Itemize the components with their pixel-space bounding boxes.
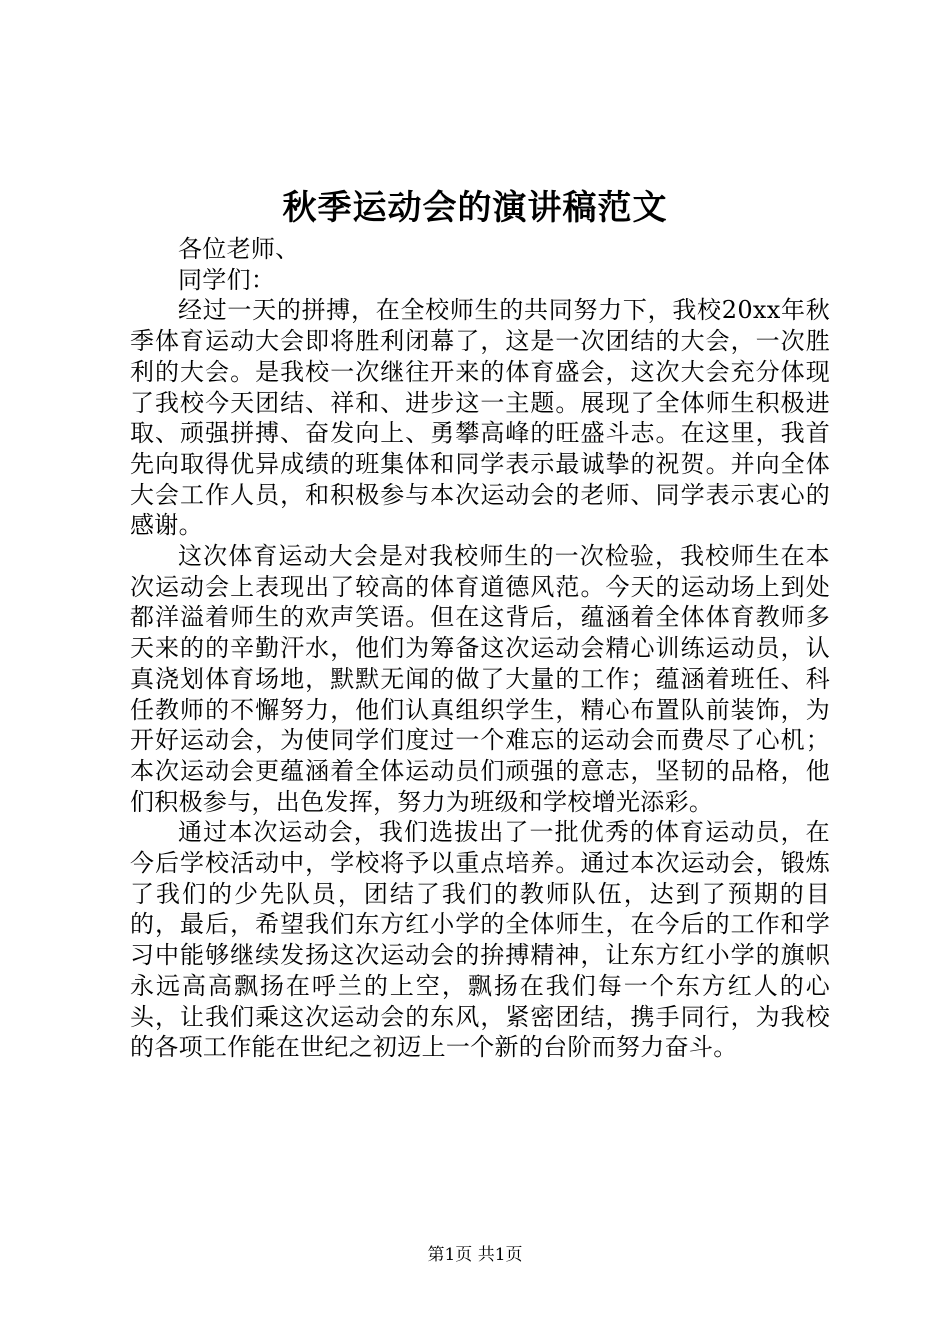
body-paragraph: 经过一天的拼搏，在全校师生的共同努力下，我校20xx年秋季体育运动大会即将胜利闭幕了，这是一次团结的大会，一次胜利的大会。是我校一次继往开来的体育盛会，这次大会充分体现了我校今天团结、祥和、进步这一主题。展现了全体师生积极进取、顽强拼搏、奋发向上、勇攀高峰的旺盛斗志。在这里，我首先向取得优异成绩的班集体和同学表示最诚挚的祝贺。并向全体大会工作人员，和积极参与本次运动会的老师、同学表示衷心的感谢。 <box>130 296 830 540</box>
salutation-line: 同学们： <box>178 265 276 294</box>
salutation-line: 各位老师、 <box>178 235 300 263</box>
body-paragraph: 通过本次运动会，我们选拔出了一批优秀的体育运动员，在今后学校活动中，学校将予以重点培养。通过本次运动会，锻炼了我们的少先队员，团结了我们的教师队伍，达到了预期的目的，最后，希望我们东方红小学的全体师生，在今后的工作和学习中能够继续发扬这次运动会的拚搏精神，让东方红小学的旗帜永远高高飘扬在呼兰的上空，飘扬在我们每一个东方红人的心头，让我们乘这次运动会的东风，紧密团结，携手同行，为我校的各项工作能在世纪之初迈上一个新的台阶而努力奋斗。 <box>130 818 830 1062</box>
body-paragraph: 这次体育运动大会是对我校师生的一次检验，我校师生在本次运动会上表现出了较高的体育道德风范。今天的运动场上到处都洋溢着师生的欢声笑语。但在这背后，蕴涵着全体体育教师多天来的的辛勤汗水，他们为筹备这次运动会精心训练运动员，认真浇划体育场地，默默无闻的做了大量的工作；蕴涵着班任、科任教师的不懈努力，他们认真组织学生，精心布置队前装饰，为开好运动会，为使同学们度过一个难忘的运动会而费尽了心机；本次运动会更蕴涵着全体运动员们顽强的意志，坚韧的品格，他们积极参与，出色发挥，努力为班级和学校增光添彩。 <box>130 542 830 816</box>
page-footer: 第1页 共1页 <box>427 1245 523 1265</box>
document-body <box>130 234 830 1063</box>
page-title: 秋季运动会的演讲稿范文 <box>282 188 668 228</box>
